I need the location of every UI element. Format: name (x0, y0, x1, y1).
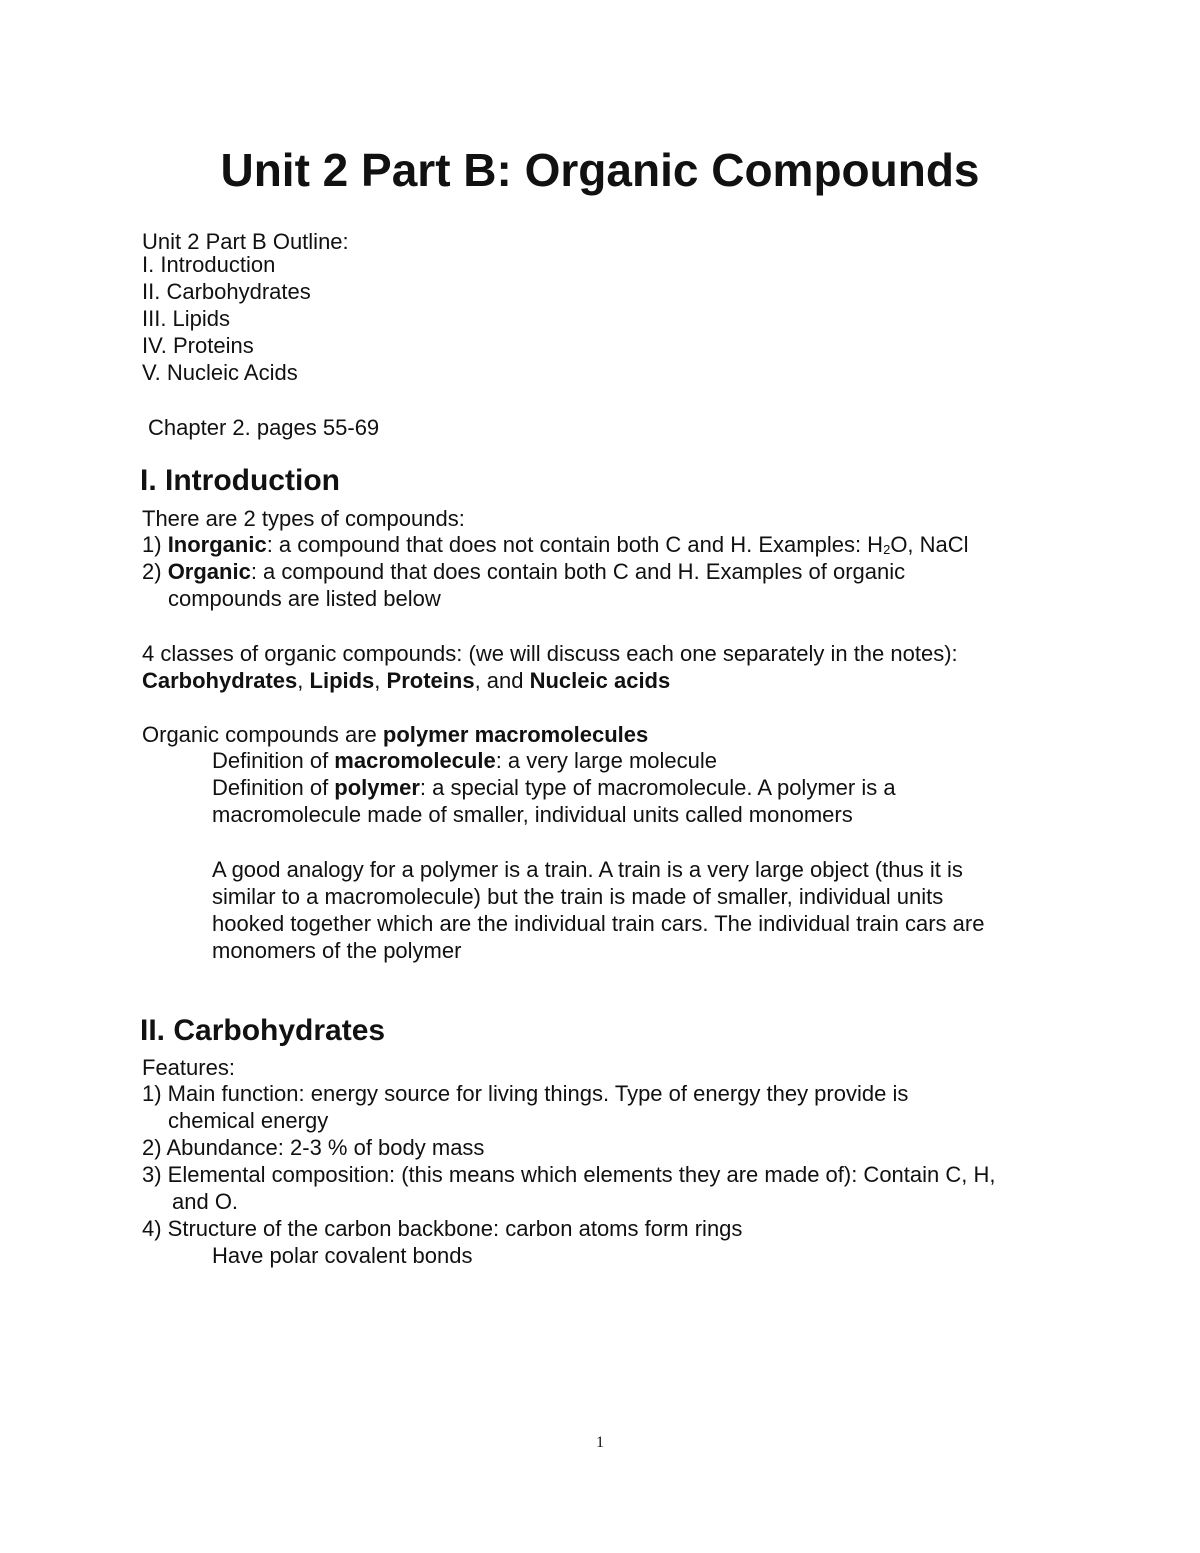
definition-prefix: Definition of (212, 775, 335, 800)
inorganic-definition (142, 531, 969, 558)
term-macromolecule: macromolecule (334, 748, 496, 773)
class-carbohydrates: Carbohydrates (142, 668, 298, 693)
polymer-line-bold: polymer macromolecules (382, 722, 649, 747)
feature-item: 4) Structure of the carbon backbone: carbon atoms form rings (142, 1216, 743, 1241)
analogy-line: hooked together which are the individual train cars. The individual train cars are (212, 911, 985, 936)
definition-prefix: Definition of (212, 748, 335, 773)
class-proteins: Proteins (386, 668, 475, 693)
feature-item-cont: Have polar covalent bonds (212, 1243, 473, 1268)
definition-text: : a very large molecule (495, 748, 718, 773)
analogy-line: A good analogy for a polymer is a train. A train is a very large object (thus it is (212, 857, 963, 882)
term-inorganic: Inorganic (167, 532, 267, 557)
separator: , and (474, 668, 530, 693)
outline-item: II. Carbohydrates (142, 279, 311, 304)
class-lipids: Lipids (309, 668, 375, 693)
section-heading-introduction: I. Introduction (140, 464, 340, 497)
separator: , (297, 668, 310, 693)
separator: , (374, 668, 387, 693)
outline-item: V. Nucleic Acids (142, 360, 298, 385)
definition-text: : a special type of macromolecule. A polymer is a (419, 775, 896, 800)
page-title: Unit 2 Part B: Organic Compounds (220, 144, 980, 196)
feature-item: 3) Elemental composition: (this means which elements they are made of): Contain C, H, (142, 1162, 996, 1187)
outline-heading: Unit 2 Part B Outline: (142, 229, 349, 254)
definition-text: : a compound that does contain both C and H. Examples of organic (250, 559, 906, 584)
polymer-line-text: Organic compounds are (142, 722, 383, 747)
outline-item: III. Lipids (142, 306, 231, 331)
feature-item-cont: chemical energy (168, 1108, 329, 1133)
feature-item: 1) Main function: energy source for living things. Type of energy they provide is (142, 1081, 909, 1106)
organic-definition (142, 558, 905, 585)
list-number: 2) (142, 559, 168, 584)
macromolecule-definition (212, 747, 717, 774)
list-number: 1) (142, 532, 168, 557)
section-heading-carbohydrates: II. Carbohydrates (140, 1014, 386, 1047)
outline-item: I. Introduction (142, 252, 276, 277)
feature-item-cont: and O. (172, 1189, 239, 1214)
class-nucleic-acids: Nucleic acids (529, 668, 671, 693)
types-line: There are 2 types of compounds: (142, 506, 465, 531)
classes-list (142, 667, 670, 694)
feature-item: 2) Abundance: 2-3 % of body mass (142, 1135, 485, 1160)
analogy-line: monomers of the polymer (212, 938, 462, 963)
outline-item: IV. Proteins (142, 333, 254, 358)
polymer-definition (212, 774, 896, 801)
features-label: Features: (142, 1055, 235, 1080)
classes-line: 4 classes of organic compounds: (we will discuss each one separately in the notes): (142, 641, 958, 666)
polymer-definition-cont: macromolecule made of smaller, individual units called monomers (212, 802, 853, 827)
chapter-reference: Chapter 2. pages 55-69 (148, 415, 380, 440)
organic-definition-cont: compounds are listed below (168, 586, 441, 611)
page-number: 1 (596, 1434, 604, 1451)
polymer-line (142, 721, 648, 748)
definition-text: O, NaCl (890, 532, 969, 557)
subscript: 2 (883, 542, 891, 557)
analogy-line: similar to a macromolecule) but the train is made of smaller, individual units (212, 884, 944, 909)
term-organic: Organic (167, 559, 251, 584)
term-polymer: polymer (334, 775, 420, 800)
definition-text: : a compound that does not contain both C and H. Examples: H (266, 532, 884, 557)
